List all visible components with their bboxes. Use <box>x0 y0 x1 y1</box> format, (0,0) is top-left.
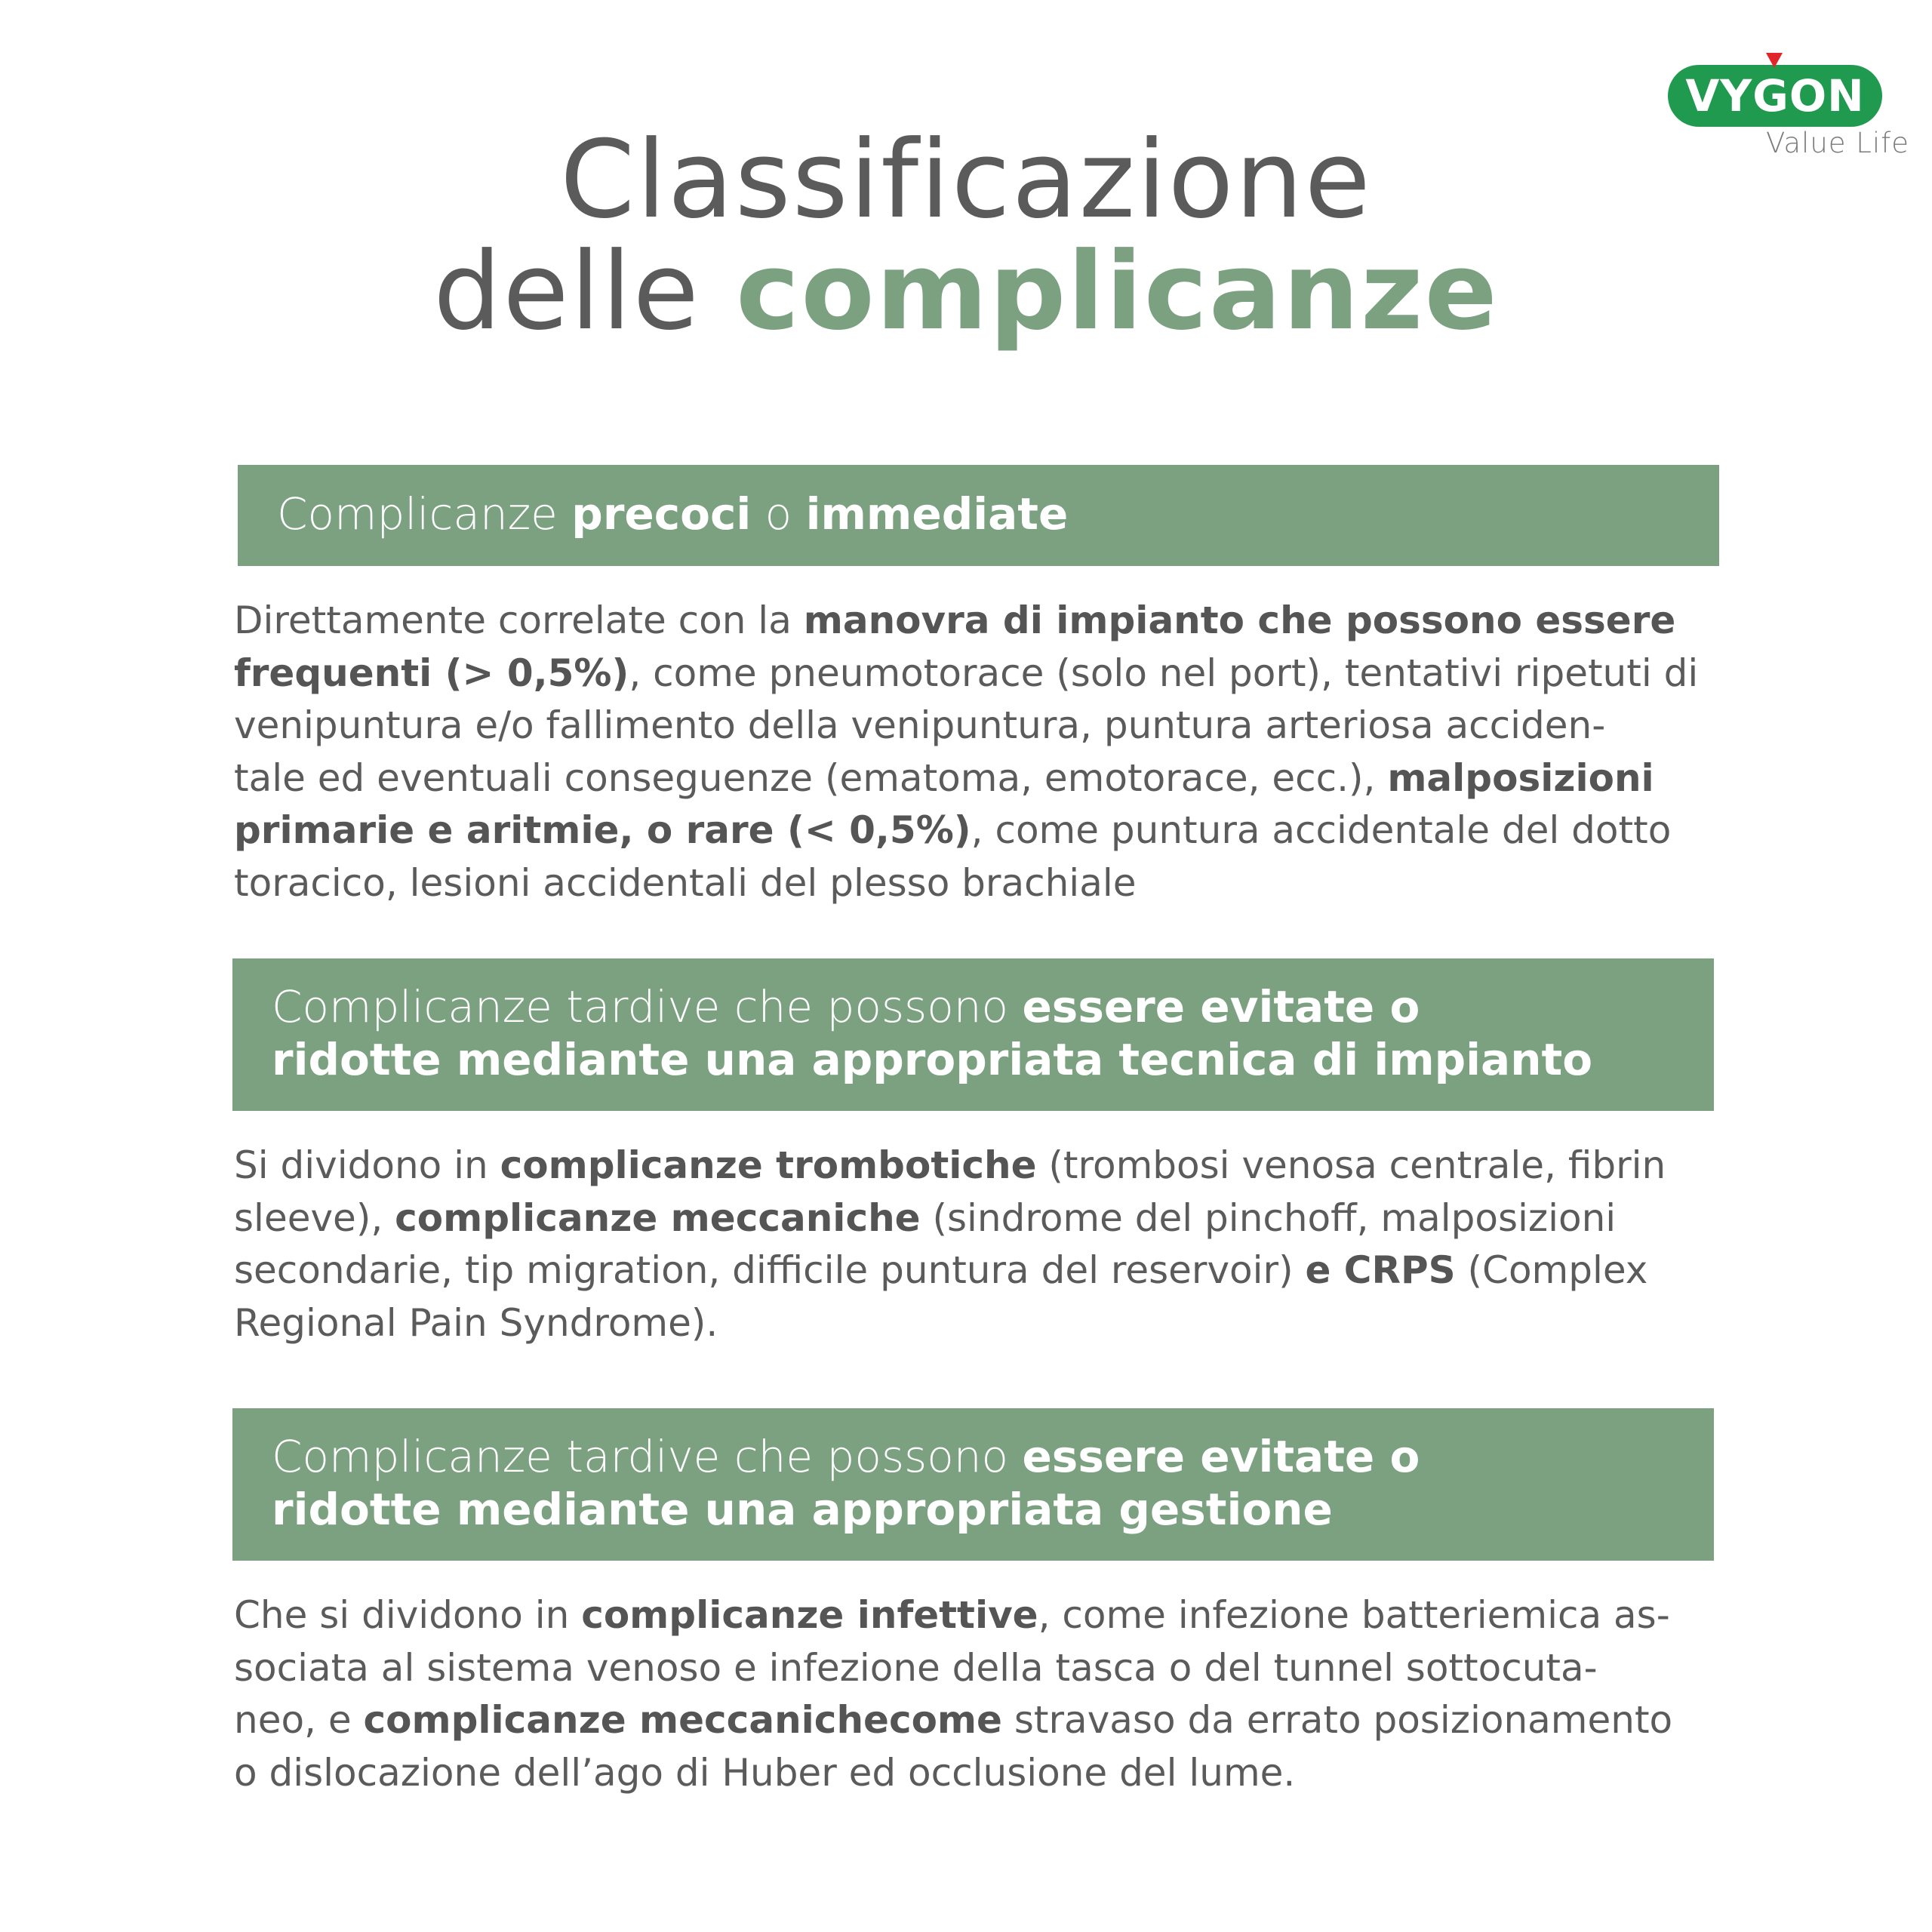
section-1-body <box>234 595 1736 909</box>
section-1-heading-line <box>277 488 1719 540</box>
body-line <box>234 1140 1736 1192</box>
body-line <box>234 595 1736 648</box>
body-line <box>234 648 1736 700</box>
body-line <box>234 1297 1736 1350</box>
section-3-heading-line-2 <box>272 1483 1714 1536</box>
title-line-2-accent: complicanze <box>736 229 1499 354</box>
title-line-2 <box>0 229 1932 354</box>
text-run: Complicanze tardive che possono <box>272 1431 1023 1482</box>
section-1-heading <box>238 465 1719 566</box>
section-3-body <box>234 1589 1736 1799</box>
text-run: tale ed eventuali conseguenze (ematoma, emotorace, ecc.), <box>234 755 1388 800</box>
text-run: (sindrome del pinchoff, malposizioni <box>920 1195 1617 1240</box>
logo-tagline: Value Life <box>1765 127 1909 159</box>
bold-text: immediate <box>805 488 1069 540</box>
bold-text: complicanze infettive <box>581 1593 1038 1637</box>
section-2-body <box>234 1140 1736 1349</box>
body-line <box>234 752 1736 805</box>
body-line <box>234 1192 1736 1245</box>
body-line <box>234 700 1736 752</box>
text-run: , come puntura accidentale del dotto <box>971 808 1672 852</box>
text-run: , come pneumotorace (solo nel port), tentativi ripetuti di <box>629 651 1699 695</box>
text-run: venipuntura e/o fallimento della venipuntura, puntura arteriosa acciden- <box>234 703 1606 747</box>
bold-text: complicanze meccanichecome <box>363 1698 1002 1742</box>
logo-wordmark: VYGON <box>1685 70 1865 122</box>
text-run: (Complex <box>1455 1248 1648 1292</box>
bold-text: essere evitate o <box>1022 981 1420 1032</box>
body-line <box>234 1694 1736 1747</box>
body-line <box>234 804 1736 857</box>
text-run: Direttamente correlate con la <box>234 598 804 642</box>
body-line <box>234 1642 1736 1695</box>
text-run: stravaso da errato posizionamento <box>1001 1698 1673 1742</box>
text-run: neo, e <box>234 1698 364 1742</box>
section-2-heading-line-2 <box>272 1033 1714 1086</box>
logo-triangle-mark <box>1766 53 1783 68</box>
body-line <box>234 1747 1736 1800</box>
text-run: sleeve), <box>234 1195 395 1240</box>
section-2-heading <box>232 958 1714 1111</box>
text-run: secondarie, tip migration, difficile puntura del reservoir) <box>234 1248 1306 1292</box>
text-run: toracico, lesioni accidentali del plesso brachiale <box>234 860 1137 905</box>
bold-text: frequenti (> 0,5%) <box>234 651 629 695</box>
bold-text: ridotte mediante una appropriata gestione <box>272 1484 1333 1535</box>
bold-text: malposizioni <box>1387 755 1654 800</box>
section-3-heading <box>232 1408 1714 1561</box>
body-line <box>234 857 1736 910</box>
bold-text: complicanze meccaniche <box>395 1195 921 1240</box>
text-run: sociata al sistema venoso e infezione della tasca o del tunnel sottocuta- <box>234 1645 1598 1690</box>
body-line <box>234 1589 1736 1642</box>
body-line <box>234 1244 1736 1297</box>
text-run: (trombosi venosa centrale, fibrin <box>1036 1143 1666 1187</box>
bold-text: complicanze trombotiche <box>500 1143 1037 1187</box>
bold-text: e CRPS <box>1305 1248 1456 1292</box>
section-3-heading-line-1 <box>272 1430 1714 1483</box>
text-run: o <box>751 488 806 540</box>
title-line-2-regular: delle <box>433 229 737 354</box>
text-run: o dislocazione dell’ago di Huber ed occlusione del lume. <box>234 1750 1296 1795</box>
text-run: Si dividono in <box>234 1143 500 1187</box>
text-run: Complicanze <box>277 488 572 540</box>
page-title <box>0 118 1932 354</box>
section-2-heading-line-1 <box>272 980 1714 1033</box>
bold-text: precoci <box>571 488 752 540</box>
bold-text: manovra di impianto che possono essere <box>803 598 1676 642</box>
text-run: Che si dividono in <box>234 1593 582 1637</box>
text-run: Regional Pain Syndrome). <box>234 1300 718 1345</box>
bold-text: primarie e aritmie, o rare (< 0,5%) <box>234 808 971 852</box>
bold-text: essere evitate o <box>1022 1431 1420 1482</box>
bold-text: ridotte mediante una appropriata tecnica di impianto <box>272 1034 1593 1085</box>
text-run: Complicanze tardive che possono <box>272 981 1023 1032</box>
text-run: , come infezione batteriemica as- <box>1038 1593 1670 1637</box>
title-line-1: Classificazione <box>560 118 1372 242</box>
